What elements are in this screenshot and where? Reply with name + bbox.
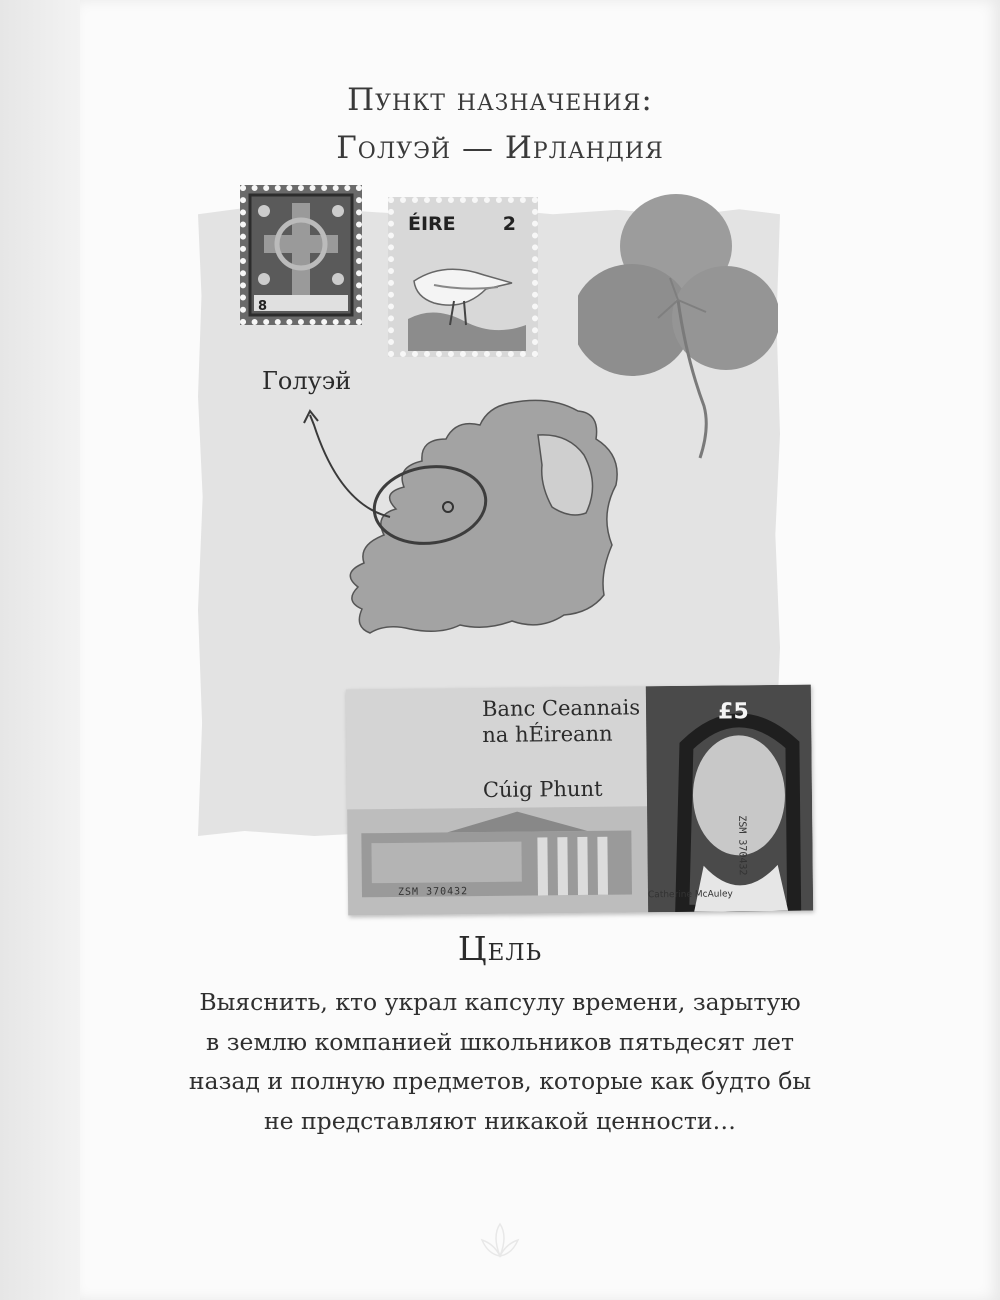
banknote-value-words: Cúig Phunt xyxy=(482,776,603,803)
goal-text xyxy=(160,983,840,1141)
heading-destination: Пункт назначения: xyxy=(347,82,653,118)
map-label-galway: Голуэй xyxy=(262,367,352,395)
banknote-serial-bottom: ZSM 370432 xyxy=(397,886,469,898)
banknote-denomination: £5 xyxy=(717,699,749,725)
stamp-value: 2 xyxy=(502,213,516,235)
banknote-serial: ZSM 370432 xyxy=(736,815,748,876)
stamp-country: ÉIRE xyxy=(408,213,456,235)
stamp-value: 8 xyxy=(258,299,268,314)
building-icon xyxy=(347,806,648,909)
gannet-bird-icon xyxy=(394,241,532,351)
irish-five-pound-banknote xyxy=(346,685,813,916)
goal-line: не представляют никакой ценности… xyxy=(263,1106,737,1135)
goal-heading: Цель xyxy=(457,929,543,968)
banknote-portrait-caption: Catherine McAuley xyxy=(647,889,733,901)
ornament-icon xyxy=(478,1220,522,1260)
celtic-cross-stamp xyxy=(240,185,362,325)
eire-bird-stamp xyxy=(388,197,538,357)
bank-name-line1: Banc Ceannais xyxy=(481,695,641,722)
page-gutter xyxy=(0,0,80,1300)
heading-place: Голуэй — Ирландия xyxy=(336,130,664,166)
banknote-bank-name xyxy=(482,694,641,748)
banknote-building-area xyxy=(347,806,648,915)
bank-name-line2: na hÉireann xyxy=(482,721,613,748)
goal-line: назад и полную предметов, которые как будто бы xyxy=(188,1067,812,1095)
goal-line: в землю компанией школьников пятьдесят лет xyxy=(206,1027,794,1056)
ireland-map xyxy=(300,395,660,645)
goal-line: Выяснить, кто украл капсулу времени, зарытую xyxy=(199,988,801,1016)
